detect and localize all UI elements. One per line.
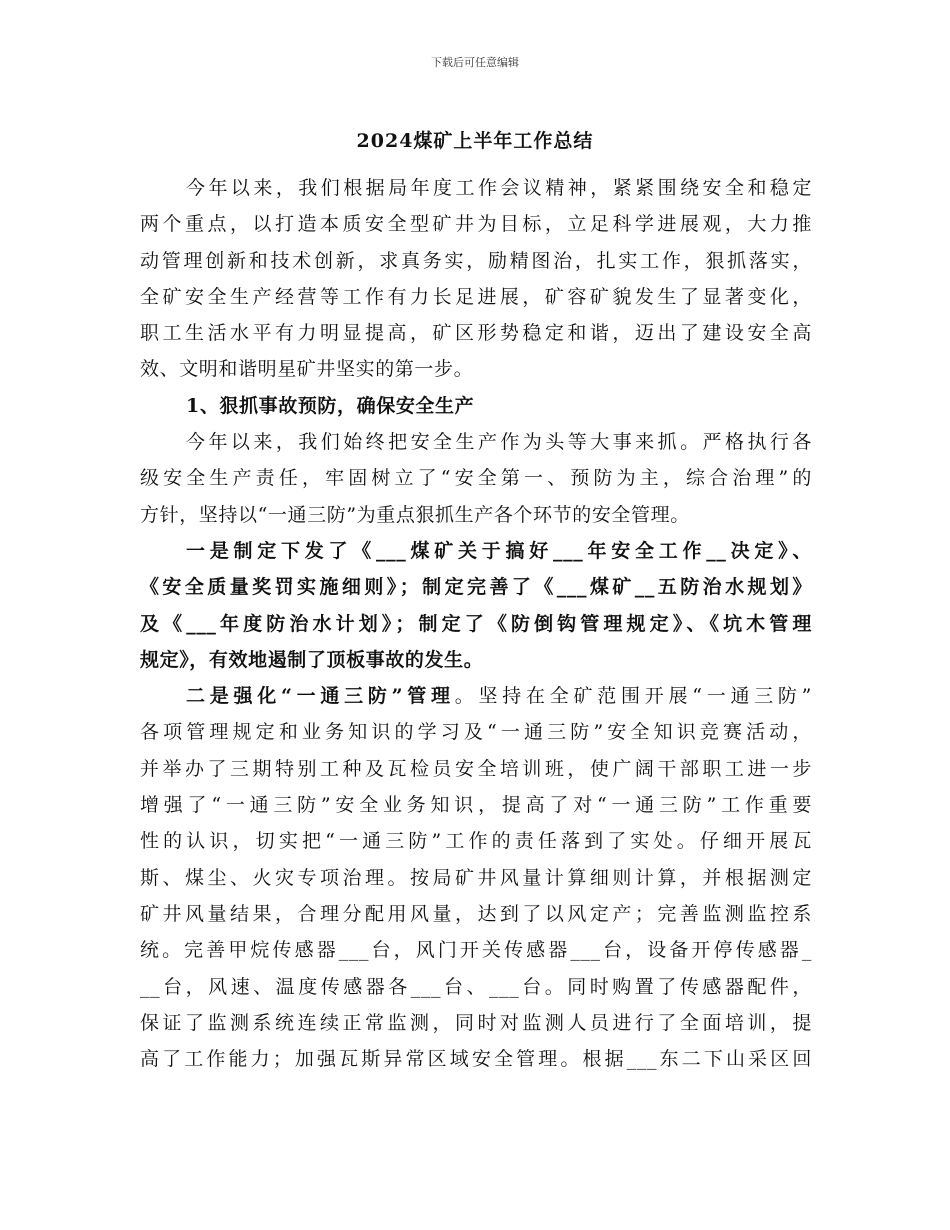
text-line: 保证了监测系统连续正常监测，同时对监测人员进行了全面培训，提 (140, 1011, 812, 1034)
text-line: 一是制定下发了《___煤矿关于搞好___年安全工作__决定》、 (186, 539, 812, 562)
text-line: 统。完善甲烷传感器___台，风门开关传感器___台，设备开停传感器_ (140, 939, 812, 962)
text-line: 各项管理规定和业务知识的学习及“一通三防”安全知识竞赛活动， (140, 721, 812, 744)
text-line: 今年以来，我们始终把安全生产作为头等大事来抓。严格执行各 (186, 431, 812, 454)
paragraph-lead-rest: 。坚持在全矿范围开展“一通三防” (454, 685, 812, 708)
document-title: 2024煤矿上半年工作总结 (356, 130, 594, 152)
text-line: 全矿安全生产经营等工作有力长足进展，矿容矿貌发生了显著变化， (140, 285, 812, 308)
intro-paragraph (140, 170, 812, 388)
text-line: 及《___年度防治水计划》；制定了《防倒钩管理规定》、《坑木管理 (140, 612, 812, 635)
document-body (140, 170, 812, 1077)
text-line: 效、文明和谐明星矿井坚实的第一步。 (140, 358, 474, 381)
text-line: 动管理创新和技术创新，求真务实，励精图治，扎实工作，狠抓落实， (140, 249, 812, 272)
ventilation-paragraph (140, 678, 812, 1077)
section-heading-text: 1、狠抓事故预防，确保安全生产 (186, 394, 475, 417)
text-line: 职工生活水平有力明显提高，矿区形势稳定和谐，迈出了建设安全高 (140, 322, 812, 345)
text-line: 规定》，有效地遏制了顶板事故的发生。 (140, 648, 484, 671)
text-line: 级安全生产责任，牢固树立了“安全第一、预防为主，综合治理”的 (140, 467, 812, 490)
text-line: 增强了“一通三防”安全业务知识，提高了对“一通三防”工作重要 (140, 794, 812, 817)
section-heading (140, 388, 812, 424)
text-line: 今年以来，我们根据局年度工作会议精神，紧紧围绕安全和稳定 (186, 177, 812, 199)
paragraph-lead-bold: 二是强化“一通三防”管理 (186, 685, 455, 708)
text-line: 高了工作能力；加强瓦斯异常区域安全管理。根据___东二下山采区回 (140, 1048, 812, 1071)
text-line: 两个重点，以打造本质安全型矿井为目标，立足科学进展观，大力推 (140, 213, 812, 236)
text-line: 并举办了三期特别工种及瓦检员安全培训班，使广阔干部职工进一步 (140, 757, 812, 780)
regulations-paragraph (140, 533, 812, 678)
page-header-note: 下载后可任意编辑 (431, 56, 519, 69)
text-line: 《安全质量奖罚实施细则》；制定完善了《___煤矿__五防治水规划》 (140, 576, 812, 599)
text-line: __台，风速、温度传感器各___台、___台。同时购置了传感器配件， (140, 975, 812, 998)
text-line: 矿井风量结果，合理分配用风量，达到了以风定产；完善监测监控系 (140, 902, 812, 925)
text-line: 斯、煤尘、火灾专项治理。按局矿井风量计算细则计算，并根据测定 (140, 866, 812, 889)
text-line (140, 678, 812, 714)
safety-paragraph (140, 424, 812, 533)
text-line: 方针，坚持以“一通三防”为重点狠抓生产各个环节的安全管理。 (140, 503, 690, 526)
text-line: 性的认识，切实把“一通三防”工作的责任落到了实处。仔细开展瓦 (140, 830, 812, 853)
